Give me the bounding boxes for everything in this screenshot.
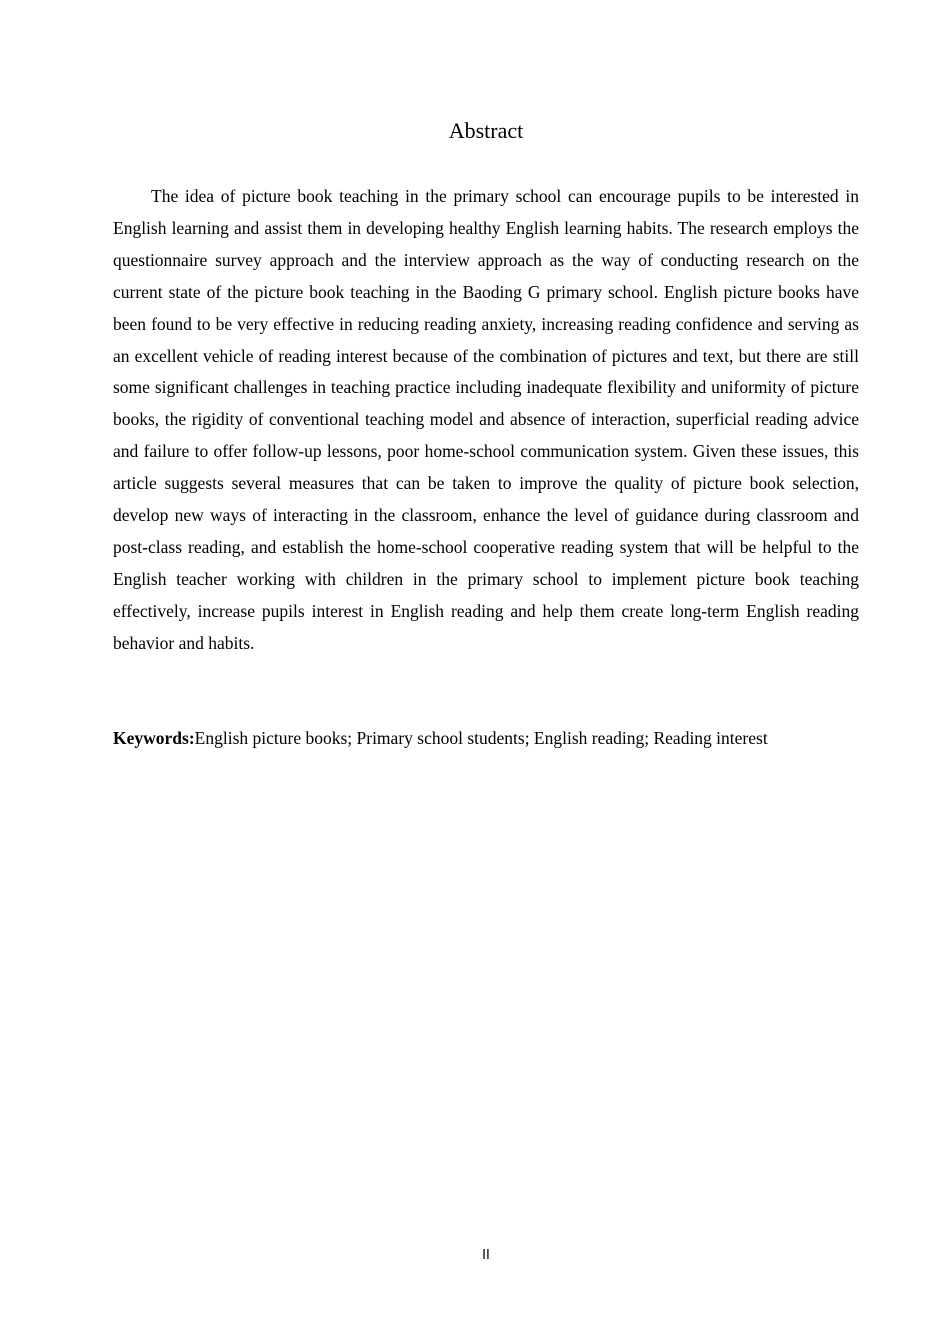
keywords-label: Keywords: <box>113 728 195 748</box>
abstract-title: Abstract <box>448 118 524 143</box>
page-number: II <box>482 1248 490 1263</box>
keywords-line <box>113 723 873 755</box>
abstract-paragraph: The idea of picture book teaching in the primary school can encourage pupils to be interested in English learning and assist them in developing healthy English learning habits. The research employs the questionnaire survey approach and the interview approach as the way of conducting research on the current state of the picture book teaching in the Baoding G primary school. English picture books have been found to be very effective in reducing reading anxiety, increasing reading confidence and serving as an excellent vehicle of reading interest because of the combination of pictures and text, but there are still some significant challenges in teaching practice including inadequate flexibility and uniformity of picture books, the rigidity of conventional teaching model and absence of interaction, superficial reading advice and failure to offer follow-up lessons, poor home-school communication system. Given these issues, this article suggests several measures that can be taken to improve the quality of picture book selection, develop new ways of interacting in the classroom, enhance the level of guidance during classroom and post-class reading, and establish the home-school cooperative reading system that will be helpful to the English teacher working with children in the primary school to implement picture book teaching effectively, increase pupils interest in English reading and help them create long-term English reading behavior and habits. <box>113 186 859 653</box>
keywords-text: English picture books; Primary school students; English reading; Reading interest <box>194 728 768 748</box>
